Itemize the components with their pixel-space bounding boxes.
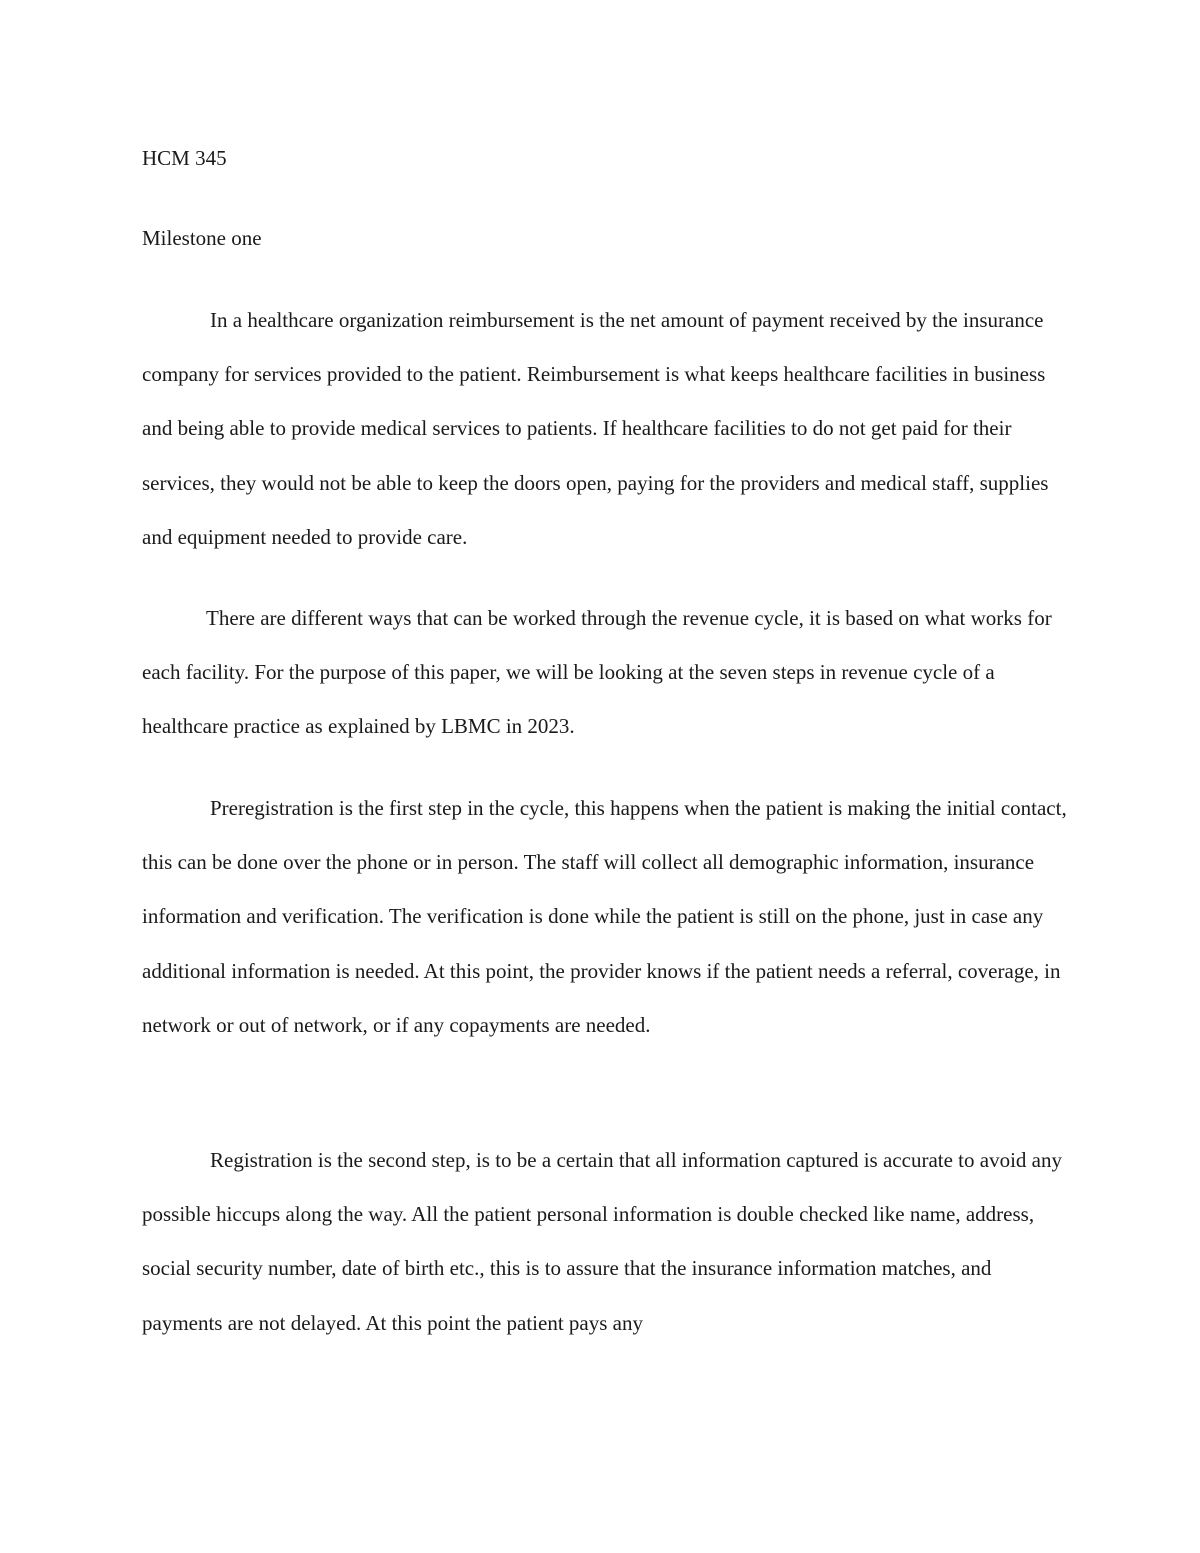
paragraph-text: Registration is the second step, is to be a certain that all information captured is accurate to avoid any possible hiccups along the way. All the patient personal information is double checked like name, address, social security number, date of birth etc., this is to assure that the insurance information matches, and payments are not delayed. At this point the patient pays any — [142, 1148, 1062, 1335]
paragraph-revenue-cycle — [142, 591, 1067, 754]
paragraph-reimbursement — [142, 293, 1067, 564]
paragraph-preregistration — [142, 781, 1067, 1052]
paragraph-text: Preregistration is the first step in the cycle, this happens when the patient is making the initial contact, this can be done over the phone or in person. The staff will collect all demographic information, insurance information and verification. The verification is done while the patient is still on the phone, just in case any additional information is needed. At this point, the provider knows if the patient needs a referral, coverage, in network or out of network, or if any copayments are needed. — [142, 796, 1067, 1037]
course-code: HCM 345 — [142, 146, 227, 170]
paragraph-text: In a healthcare organization reimbursement is the net amount of payment received by the insurance company for services provided to the patient. Reimbursement is what keeps healthcare facilities in business and being able to provide medical services to patients. If healthcare facilities to do not get paid for their services, they would not be able to keep the doors open, paying for the providers and medical staff, supplies and equipment needed to provide care. — [142, 308, 1049, 549]
paragraph-text: There are different ways that can be worked through the revenue cycle, it is based on what works for each facility. For the purpose of this paper, we will be looking at the seven steps in revenue cycle of a healthcare practice as explained by LBMC in 2023. — [142, 606, 1052, 739]
document-title: Milestone one — [142, 226, 262, 250]
paragraph-registration — [142, 1133, 1067, 1350]
